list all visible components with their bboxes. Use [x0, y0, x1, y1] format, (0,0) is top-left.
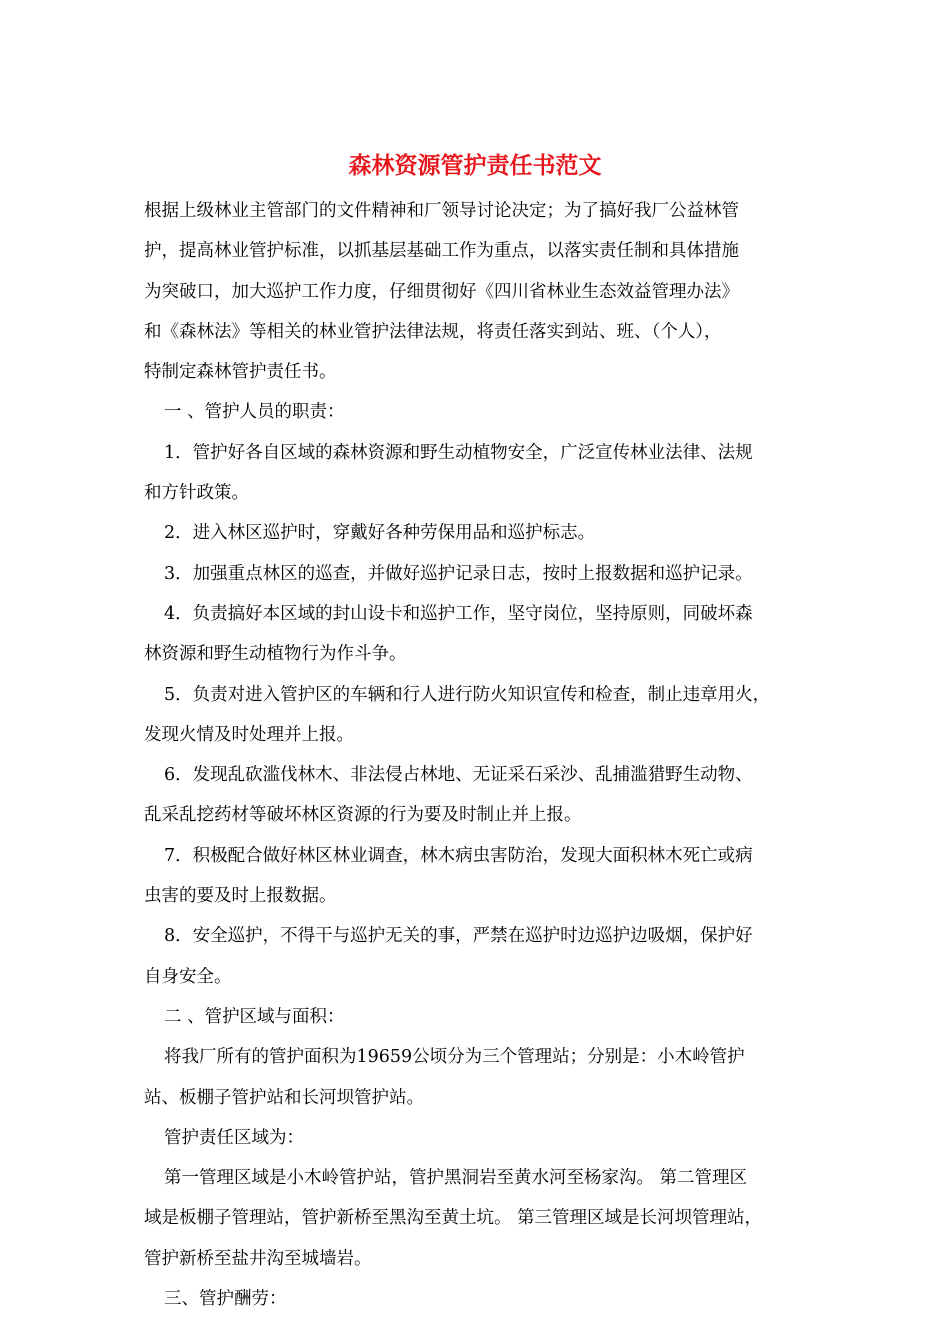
text-line: 管护新桥至盐井沟至城墙岩。 [144, 1248, 372, 1269]
text-line: 域是板棚子管理站，管护新桥至黑沟至黄土坑。 第三管理区域是长河坝管理站， [144, 1208, 763, 1229]
text-line: 虫害的要及时上报数据。 [144, 886, 337, 907]
text-line: 1．管护好各自区域的森林资源和野生动植物安全，广泛宣传林业法律、法规 [164, 442, 753, 463]
text-line: 7．积极配合做好林区林业调查，林木病虫害防治，发现大面积林木死亡或病 [164, 845, 753, 866]
text-line: 三、管护酬劳： [164, 1289, 287, 1310]
text-line: 根据上级林业主管部门的文件精神和厂领导讨论决定；为了搞好我厂公益林管 [144, 201, 739, 221]
text-line: 2．进入林区巡护时，穿戴好各种劳保用品和巡护标志。 [164, 523, 596, 544]
text-line: 4．负责搞好本区域的封山设卡和巡护工作，坚守岗位，坚持原则，同破坏森 [164, 603, 753, 624]
text-line: 发现火情及时处理并上报。 [144, 724, 354, 745]
text-line: 特制定森林管护责任书。 [144, 362, 337, 383]
text-line: 自身安全。 [144, 966, 232, 987]
text-line: 林资源和野生动植物行为作斗争。 [144, 644, 407, 665]
text-line: 6．发现乱砍滥伐林木、非法侵占林地、无证采石采沙、乱捕滥猎野生动物、 [164, 765, 753, 786]
text-line: 第一管理区域是小木岭管护站，管护黑洞岩至黄水河至杨家沟。 第二管理区 [164, 1168, 748, 1189]
text-line: 护，提高林业管护标准，以抓基层基础工作为重点，以落实责任制和具体措施 [144, 241, 739, 262]
text-line: 为突破口，加大巡护工作力度，仔细贯彻好《四川省林业生态效益管理办法》 [144, 281, 739, 302]
text-line: 将我厂所有的管护面积为19659公顷分为三个管理站；分别是：小木岭管护 [164, 1047, 745, 1068]
text-line: 3．加强重点林区的巡查，并做好巡护记录日志，按时上报数据和巡护记录。 [164, 563, 753, 584]
text-line: 管护责任区域为： [164, 1127, 304, 1148]
text-line: 二 、管护区域与面积： [164, 1006, 345, 1027]
text-line: 5．负责对进入管护区的车辆和行人进行防火知识宣传和检查，制止违章用火， [164, 684, 771, 705]
text-line: 站、板棚子管护站和长河坝管护站。 [144, 1087, 424, 1108]
text-line: 8．安全巡护，不得干与巡护无关的事，严禁在巡护时边巡护边吸烟，保护好 [164, 926, 753, 947]
document-body [144, 191, 818, 1319]
text-line: 一 、管护人员的职责： [164, 402, 345, 423]
text-line: 和方针政策。 [144, 483, 249, 504]
text-line: 和《森林法》等相关的林业管护法律法规，将责任落实到站、班、（个人）， [144, 321, 722, 342]
document-title: 森林资源管护责任书范文 [348, 152, 602, 179]
text-line: 乱采乱挖药材等破坏林区资源的行为要及时制止并上报。 [144, 805, 582, 826]
